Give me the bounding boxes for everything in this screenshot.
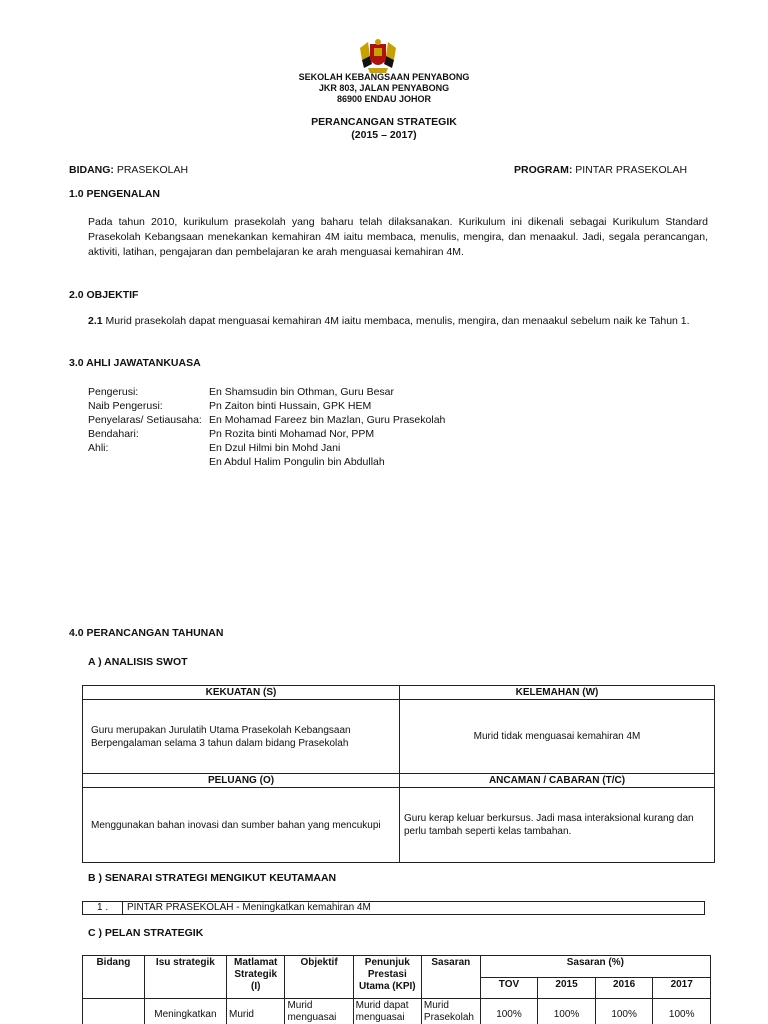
plan-cell-2015: 100% (538, 999, 596, 1024)
committee-list (88, 385, 708, 469)
plan-header-isu: Isu strategik (144, 956, 226, 999)
committee-name: En Abdul Halim Pongulin bin Abdullah (209, 456, 385, 468)
school-name: SEKOLAH KEBANGSAAN PENYABONG (298, 72, 470, 82)
section2-heading: 2.0 OBJEKTIF (69, 289, 139, 301)
swot-threat-body: Guru kerap keluar berkursus. Jadi masa interaksional kurang dan perlu tambah seperti kelas tambahan. (400, 788, 715, 863)
school-crest-icon (358, 38, 398, 74)
committee-name: En Mohamad Fareez bin Mazlan, Guru Prasekolah (209, 414, 446, 426)
committee-name: En Shamsudin bin Othman, Guru Besar (209, 386, 395, 398)
school-address-line2: 86900 ENDAU JOHOR (336, 94, 432, 104)
committee-name: En Dzul Hilmi bin Mohd Jani (209, 442, 341, 454)
plan-cell-bidang (83, 999, 145, 1024)
section4-heading: 4.0 PERANCANGAN TAHUNAN (69, 627, 224, 639)
plan-cell-isu: Meningkatkan (144, 999, 226, 1024)
plan-cell-2017: 100% (653, 999, 711, 1024)
committee-row (88, 399, 708, 413)
committee-role: Bendahari: (88, 428, 139, 440)
plan-table-wrapper (82, 955, 712, 1024)
plan-header-2016: 2016 (595, 977, 653, 999)
plan-cell-matlamat: Murid (226, 999, 284, 1024)
committee-role: Penyelaras/ Setiausaha: (88, 414, 202, 426)
strategy-heading: B ) SENARAI STRATEGI MENGIKUT KEUTAMAAN (88, 872, 337, 884)
plan-cell-tov: 100% (480, 999, 538, 1024)
committee-role (88, 455, 209, 469)
committee-row (88, 413, 708, 427)
section1-paragraph (88, 215, 708, 260)
swot-opportunity-header: PELUANG (O) (83, 774, 400, 788)
committee-name: Pn Zaiton binti Hussain, GPK HEM (209, 400, 372, 412)
plan-header-sasaran: Sasaran (421, 956, 480, 999)
section1-line1: Pada tahun 2010, kurikulum prasekolah yang baharu telah dilaksanakan. Kurikulum ini dikenali sebagai Kurikulum Standard (88, 216, 708, 228)
program-label: PROGRAM: (514, 164, 573, 176)
plan-header-objektif: Objektif (285, 956, 353, 999)
plan-header-matlamat: Matlamat Strategik (I) (226, 956, 284, 999)
doc-title: PERANCANGAN STRATEGIK (311, 116, 457, 128)
committee-role: Pengerusi: (88, 386, 139, 398)
section1-heading: 1.0 PENGENALAN (69, 188, 161, 200)
program-line (514, 163, 687, 177)
committee-row (88, 427, 708, 441)
strategy-text: PINTAR PRASEKOLAH - Meningkatkan kemahiran 4M (127, 902, 371, 913)
bidang-line (69, 163, 188, 177)
swot-strength-header: KEKUATAN (S) (83, 686, 400, 700)
plan-header-sasaran-percent: Sasaran (%) (480, 956, 710, 978)
plan-cell-sasaran: Murid Prasekolah (421, 999, 480, 1024)
swot-threat-header: ANCAMAN / CABARAN (T/C) (400, 774, 715, 788)
swot-opportunity-body: Menggunakan bahan inovasi dan sumber bahan yang mencukupi (83, 788, 400, 863)
plan-header-2017: 2017 (653, 977, 711, 999)
plan-cell-2016: 100% (595, 999, 653, 1024)
bidang-label: BIDANG: (69, 164, 114, 176)
committee-row (88, 455, 708, 469)
plan-heading: C ) PELAN STRATEGIK (88, 927, 204, 939)
document-title (0, 116, 768, 142)
strategy-row (82, 901, 705, 915)
strategy-number: 1 . (83, 902, 123, 914)
plan-header-tov: TOV (480, 977, 538, 999)
committee-row (88, 441, 708, 455)
objective-item (88, 314, 718, 328)
plan-header-2015: 2015 (538, 977, 596, 999)
school-address-line1: JKR 803, JALAN PENYABONG (318, 83, 450, 93)
school-header (0, 72, 768, 105)
plan-header-bidang: Bidang (83, 956, 145, 999)
program-value: PINTAR PRASEKOLAH (575, 164, 688, 176)
committee-role: Ahli: (88, 442, 109, 454)
committee-role: Naib Pengerusi: (88, 400, 163, 412)
committee-name: Pn Rozita binti Mohamad Nor, PPM (209, 428, 375, 440)
committee-row (88, 385, 708, 399)
swot-weakness-body: Murid tidak menguasai kemahiran 4M (400, 700, 715, 774)
plan-cell-kpi: Murid dapat menguasai (353, 999, 421, 1024)
strategic-plan-table (82, 955, 711, 1024)
doc-years: (2015 – 2017) (351, 129, 417, 141)
bidang-value: PRASEKOLAH (116, 164, 189, 176)
objective-text: Murid prasekolah dapat menguasai kemahiran 4M iaitu membaca, menulis, mengira, dan menaakul sebelum naik ke Tahun 1. (102, 315, 690, 327)
plan-row (83, 999, 711, 1024)
swot-heading: A ) ANALISIS SWOT (88, 656, 188, 668)
swot-table (82, 685, 715, 863)
section1-line3: aktiviti, latihan, pengajaran dan pembelajaran ke arah menguasai kemahiran 4M. (88, 246, 464, 258)
swot-strength-body: Guru merupakan Jurulatih Utama Prasekolah Kebangsaan Berpengalaman selama 3 tahun dalam bidang Prasekolah (83, 700, 400, 774)
section3-heading: 3.0 AHLI JAWATANKUASA (69, 357, 201, 369)
section1-line2: Prasekolah Kebangsaan menekankan kemahiran 4M iaitu membaca, menulis, mengira, dan menaakul. Jadi, segala perancangan, (88, 231, 708, 243)
plan-header-kpi: Penunjuk Prestasi Utama (KPI) (353, 956, 421, 999)
swot-weakness-header: KELEMAHAN (W) (400, 686, 715, 700)
plan-cell-objektif: Murid menguasai (285, 999, 353, 1024)
objective-number: 2.1 (88, 315, 103, 327)
